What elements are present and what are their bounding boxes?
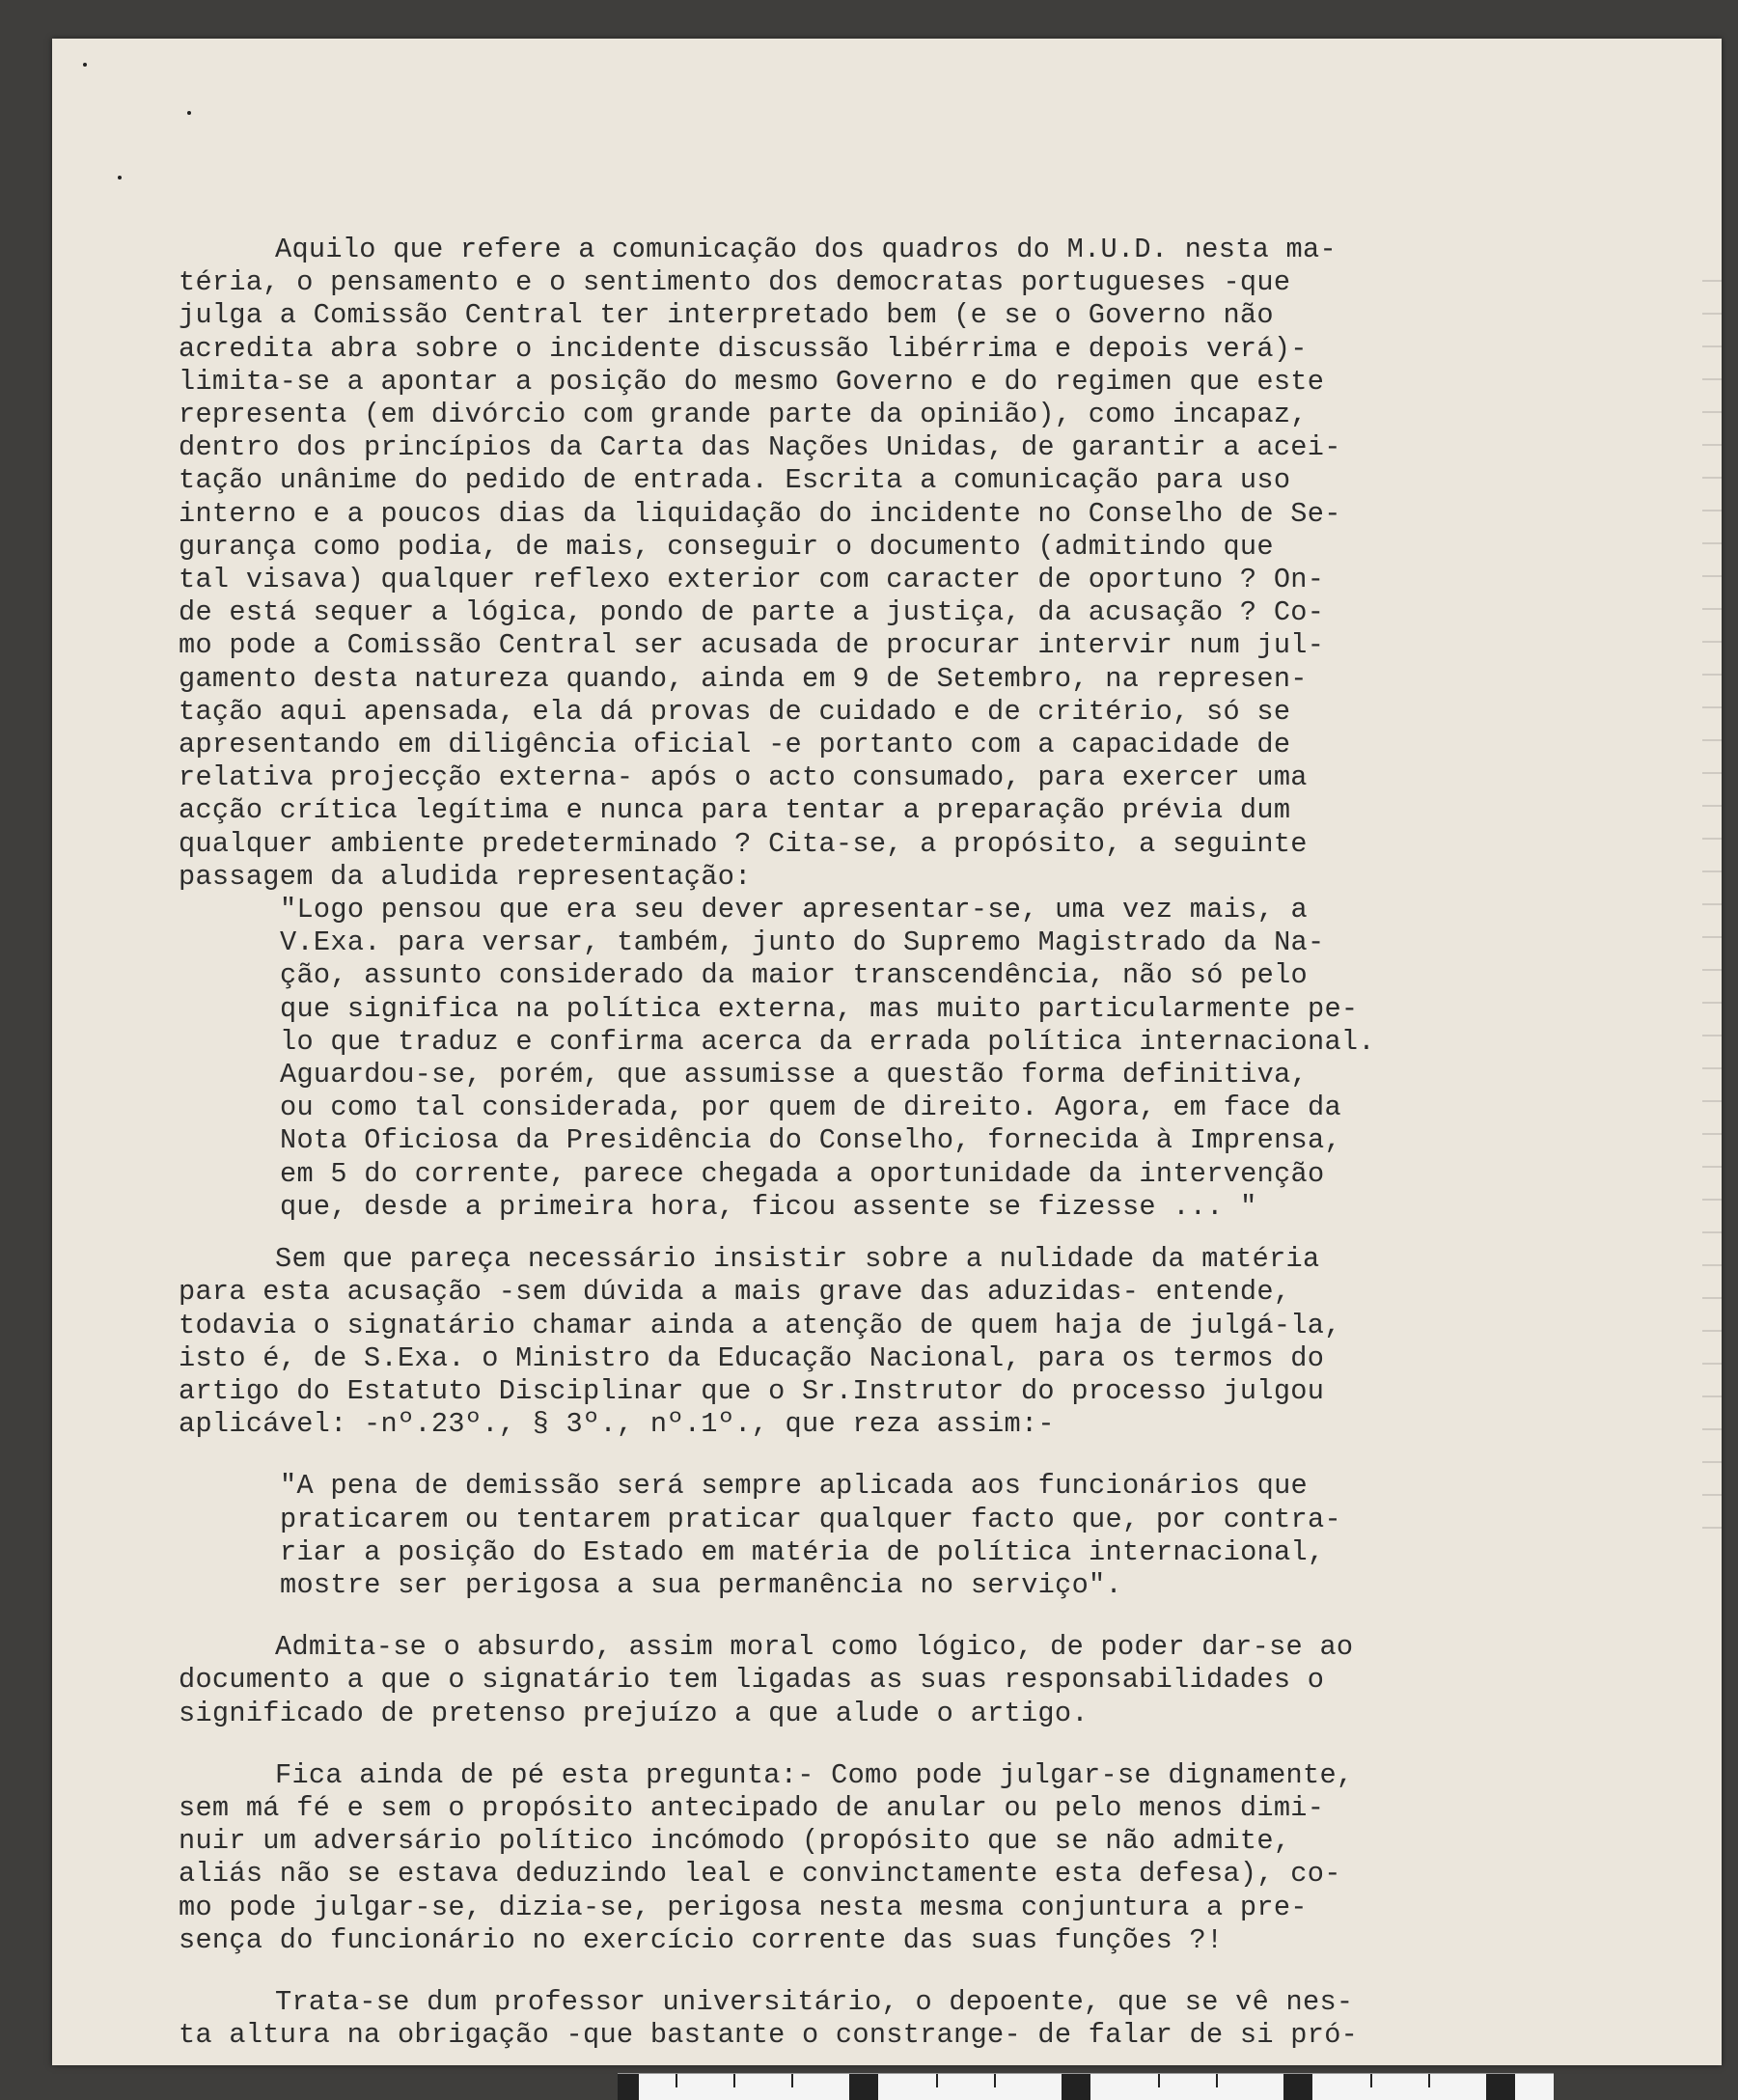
quote-line: Nota Oficiosa da Presidência do Conselho, fornecida à Imprensa,: [280, 1124, 1341, 1157]
text-line: Sem que pareça necessário insistir sobre a nulidade da matéria: [275, 1243, 1320, 1276]
ruler-tick: [1428, 2074, 1430, 2087]
text-line: limita-se a apontar a posição do mesmo Governo e do regimen que este: [179, 365, 1325, 398]
ink-spot: [187, 111, 191, 115]
ruler-tick: [1158, 2074, 1160, 2087]
text-line: ta altura na obrigação -que bastante o constrange- de falar de si pró-: [179, 2019, 1359, 2052]
text-line: nuir um adversário político incómodo (propósito que se não admite,: [179, 1825, 1291, 1858]
ruler-tick: [791, 2074, 793, 2087]
text-line: gamento desta natureza quando, ainda em 9 de Setembro, na represen-: [179, 662, 1308, 695]
text-line: tação unânime do pedido de entrada. Escrita a comunicação para uso: [179, 464, 1291, 497]
text-line: mo pode a Comissão Central ser acusada de procurar intervir num jul-: [179, 629, 1325, 662]
ruler-tick: [1370, 2074, 1372, 2087]
quote-line: "A pena de demissão será sempre aplicada aos funcionários que: [280, 1470, 1309, 1503]
bleed-through-texture: [1702, 280, 1722, 1534]
text-line: passagem da aludida representação:: [179, 860, 752, 893]
paragraph-4: [179, 1759, 1583, 1957]
quote-line: ção, assunto considerado da maior transcendência, não só pelo: [280, 959, 1309, 992]
text-line: apresentando em diligência oficial -e portanto com a capacidade de: [179, 729, 1291, 761]
quote-line: que, desde a primeira hora, ficou assente se fizesse ... ": [280, 1190, 1257, 1223]
text-line: sença do funcionário no exercício corrente das suas funções ?!: [179, 1923, 1224, 1956]
quote-line: Aguardou-se, porém, que assumisse a questão forma definitiva,: [280, 1059, 1309, 1091]
text-line: Admita-se o absurdo, assim moral como lógico, de poder dar-se ao: [275, 1631, 1354, 1664]
ruler-tick: [676, 2074, 677, 2087]
text-line: mo pode julgar-se, dizia-se, perigosa nesta mesma conjuntura a pre-: [179, 1891, 1308, 1923]
quote-representation: [179, 894, 1583, 1224]
text-line: de está sequer a lógica, pondo de parte a justiça, da acusação ? Co-: [179, 596, 1325, 629]
text-line: artigo do Estatuto Disciplinar que o Sr.Instrutor do processo julgou: [179, 1374, 1325, 1407]
text-line: téria, o pensamento e o sentimento dos democratas portugueses -que: [179, 266, 1291, 299]
ink-spot: [83, 63, 87, 67]
text-line: Fica ainda de pé esta pregunta:- Como pode julgar-se dignamente,: [275, 1758, 1354, 1791]
scan-color-ruler: [618, 2073, 1554, 2100]
text-line: Aquilo que refere a comunicação dos quadros do M.U.D. nesta ma-: [275, 234, 1337, 265]
quote-line: ou como tal considerada, por quem de direito. Agora, em face da: [280, 1091, 1341, 1124]
text-line: tal visava) qualquer reflexo exterior com caracter de oportuno ? On-: [179, 564, 1325, 596]
ruler-block: [1062, 2074, 1090, 2100]
text-line: interno e a poucos dias da liquidação do incidente no Conselho de Se-: [179, 497, 1341, 530]
quote-line: riar a posição do Estado em matéria de política internacional,: [280, 1535, 1325, 1568]
quote-line: que significa na política externa, mas muito particularmente pe-: [280, 992, 1359, 1025]
text-line: aplicável: -nº.23º., § 3º., nº.1º., que reza assim:-: [179, 1408, 1055, 1441]
ruler-tick: [733, 2074, 735, 2087]
paragraph-2: [179, 1243, 1583, 1441]
quote-statute-article: [179, 1470, 1583, 1602]
quote-line: em 5 do corrente, parece chegada a oportunidade da intervenção: [280, 1157, 1325, 1190]
quote-line: mostre ser perigosa a sua permanência no serviço".: [280, 1568, 1122, 1601]
text-line: sem má fé e sem o propósito antecipado de anular ou pelo menos dimi-: [179, 1791, 1325, 1824]
quote-line: V.Exa. para versar, também, junto do Supremo Magistrado da Na-: [280, 926, 1325, 959]
text-line: qualquer ambiente predeterminado ? Cita-se, a propósito, a seguinte: [179, 827, 1308, 860]
text-line: documento a que o signatário tem ligadas as suas responsabilidades o: [179, 1664, 1325, 1697]
ruler-tick: [936, 2074, 938, 2087]
text-line: acção crítica legítima e nunca para tentar a preparação prévia dum: [179, 794, 1291, 827]
ruler-block: [1486, 2074, 1515, 2100]
text-line: todavia o signatário chamar ainda a atenção de quem haja de julgá-la,: [179, 1309, 1341, 1341]
text-line: tação aqui apensada, ela dá provas de cuidado e de critério, só se: [179, 695, 1291, 728]
ruler-block: [1283, 2074, 1312, 2100]
ruler-block: [618, 2074, 639, 2100]
text-line: aliás não se estava deduzindo leal e convinctamente esta defesa), co-: [179, 1858, 1341, 1891]
paragraph-5: [179, 1986, 1583, 2052]
ink-spot: [118, 176, 122, 180]
paragraph-1: [179, 234, 1583, 894]
text-line: para esta acusação -sem dúvida a mais grave das aduzidas- entende,: [179, 1276, 1291, 1309]
text-line: isto é, de S.Exa. o Ministro da Educação Nacional, para os termos do: [179, 1341, 1325, 1374]
ruler-tick: [994, 2074, 996, 2087]
text-line: julga a Comissão Central ter interpretado bem (e se o Governo não: [179, 299, 1274, 332]
quote-line: "Logo pensou que era seu dever apresentar-se, uma vez mais, a: [280, 894, 1309, 926]
typed-letter-body: [179, 234, 1583, 2052]
quote-line: praticarem ou tentarem praticar qualquer facto que, por contra-: [280, 1503, 1341, 1535]
text-line: Trata-se dum professor universitário, o depoente, que se vê nes-: [275, 1985, 1354, 2018]
text-line: representa (em divórcio com grande parte da opinião), como incapaz,: [179, 399, 1308, 431]
text-line: gurança como podia, de mais, conseguir o documento (admitindo que: [179, 530, 1274, 563]
text-line: significado de pretenso prejuízo a que alude o artigo.: [179, 1697, 1089, 1729]
text-line: dentro dos princípios da Carta das Nações Unidas, de garantir a acei-: [179, 431, 1341, 464]
paragraph-3: [179, 1631, 1583, 1730]
ruler-block: [849, 2074, 878, 2100]
text-line: relativa projecção externa- após o acto consumado, para exercer uma: [179, 761, 1308, 794]
quote-line: lo que traduz e confirma acerca da errada política internacional.: [280, 1025, 1375, 1058]
text-line: acredita abra sobre o incidente discussão libérrima e depois verá)-: [179, 332, 1308, 365]
ruler-tick: [1216, 2074, 1218, 2087]
